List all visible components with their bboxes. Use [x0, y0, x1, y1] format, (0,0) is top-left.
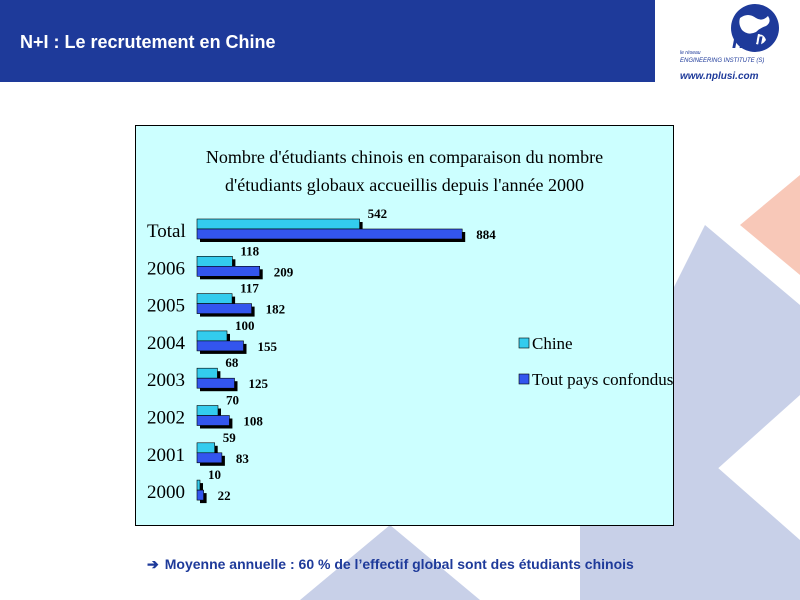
data-label: 117: [240, 280, 259, 296]
chart-container: [135, 125, 674, 526]
logo-wordmark: n+i: [732, 30, 763, 53]
data-label: 10: [208, 467, 221, 483]
bar-chart: [136, 126, 673, 525]
category-label: 2001: [147, 444, 185, 466]
arrow-right-icon: ➔: [147, 556, 159, 572]
footnote-text: Moyenne annuelle : 60 % de l’effectif global sont des étudiants chinois: [164, 556, 634, 572]
bar-tout-pays: [197, 266, 260, 276]
logo: [660, 0, 800, 90]
header-bar: [0, 0, 655, 82]
bar-chine: [197, 480, 200, 490]
bar-tout-pays: [197, 490, 204, 500]
data-label: 182: [265, 301, 286, 317]
bar-tout-pays: [197, 229, 462, 239]
data-label: 884: [476, 227, 496, 242]
category-label: Total: [147, 221, 186, 242]
data-label: 118: [240, 243, 260, 259]
category-label: 2004: [147, 332, 185, 354]
data-label: 22: [217, 488, 231, 504]
data-label: 542: [367, 206, 388, 221]
footnote: [147, 556, 634, 573]
bar-tout-pays: [197, 304, 252, 314]
bar-tout-pays: [197, 341, 244, 351]
legend-swatch: [519, 374, 529, 384]
bar-chine: [197, 368, 217, 378]
legend-label: Tout pays confondus: [532, 370, 673, 389]
data-label: 70: [226, 392, 239, 408]
category-label: 2006: [147, 258, 185, 280]
data-label: 83: [235, 450, 249, 466]
data-label: 68: [225, 355, 239, 371]
data-label: 100: [235, 317, 255, 333]
page-title: N+I : Le recrutement en Chine: [20, 32, 276, 52]
logo-tagline-2: ENGINEERING INSTITUTE (S): [680, 58, 765, 64]
category-label: 2000: [147, 482, 185, 504]
data-label: 59: [222, 429, 236, 445]
category-label: 2005: [147, 295, 185, 317]
legend-label: Chine: [532, 334, 573, 353]
logo-tagline: le réseau: [680, 50, 701, 56]
salmon-diamond: [740, 175, 800, 275]
bar-chine: [197, 406, 218, 416]
data-label: 125: [248, 376, 268, 392]
logo-url[interactable]: www.nplusi.com: [680, 71, 759, 82]
data-label: 155: [257, 338, 277, 354]
data-label: 209: [273, 264, 294, 280]
bar-chine: [197, 331, 227, 341]
bar-tout-pays: [197, 416, 229, 426]
data-label: 108: [243, 413, 263, 429]
bar-chine: [197, 219, 360, 229]
bar-chine: [197, 294, 232, 304]
bar-chine: [197, 256, 232, 266]
category-label: 2003: [147, 370, 185, 392]
bar-tout-pays: [197, 453, 222, 463]
bar-tout-pays: [197, 378, 235, 388]
category-label: 2002: [147, 407, 185, 429]
bar-chine: [197, 443, 215, 453]
chart-title-line-1: Nombre d'étudiants chinois en comparaison du nombre: [205, 147, 604, 167]
chart-title-line-2: d'étudiants globaux accueillis depuis l'année 2000: [225, 175, 584, 195]
legend-swatch: [519, 338, 529, 348]
